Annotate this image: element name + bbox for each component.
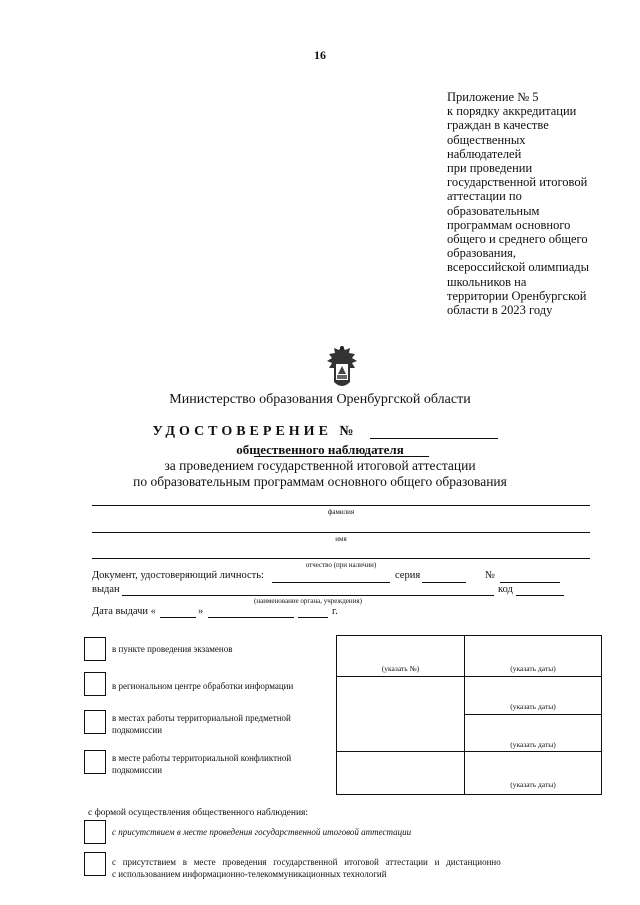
table-vertical-divider (464, 636, 465, 794)
observer-underline (254, 456, 429, 457)
option-exam-point: в пункте проведения экзаменов (112, 644, 233, 654)
option-in-person-remote-line-2: с использованием информационно-телекоммуникационных технологий (112, 869, 387, 879)
table-row-divider (464, 714, 601, 715)
checkbox-regional-center[interactable] (84, 672, 106, 696)
hint-exam-number: (указать №) (381, 664, 420, 673)
appendix-block (447, 90, 617, 317)
issued-line[interactable] (122, 595, 494, 596)
hint-dates-4: (указать даты) (510, 780, 556, 789)
hint-dates-3: (указать даты) (510, 740, 556, 749)
table-row-divider (337, 676, 601, 677)
series-label: серия (395, 570, 421, 581)
name-line[interactable] (92, 532, 590, 533)
issuer-hint: (наименование органа, учреждения) (254, 597, 362, 605)
page-number: 16 (314, 48, 326, 62)
certificate-title-text: УДОСТОВЕРЕНИЕ № (152, 424, 358, 439)
patronymic-hint: отчество (при наличии) (305, 561, 377, 569)
document-label: Документ, удостоверяющий личность: (92, 570, 264, 581)
issue-month-line[interactable] (208, 617, 294, 618)
issue-year-line[interactable] (298, 617, 328, 618)
patronymic-line[interactable] (92, 558, 590, 559)
appendix-line: области в 2023 году (447, 303, 553, 318)
appendix-line: территории Оренбургской (447, 288, 587, 303)
year-suffix: г. (332, 606, 338, 617)
form-question: с формой осуществления общественного наблюдения: (88, 808, 309, 818)
checkbox-conflict-subcommission[interactable] (84, 750, 106, 774)
hint-dates-1: (указать даты) (510, 664, 556, 673)
appendix-line: общественных (447, 132, 526, 147)
option-in-person: с присутствием в месте проведения государственной итоговой аттестации (112, 827, 412, 837)
appendix-line: образования, (447, 246, 517, 261)
code-label: код (498, 584, 513, 595)
coat-of-arms-icon (322, 344, 362, 392)
surname-hint: фамилия (327, 508, 355, 516)
option-in-person-remote-line-1: с присутствием в месте проведения государственной итоговой аттестации и дистанционно (112, 857, 501, 867)
appendix-line: при проведении (447, 161, 533, 176)
series-line[interactable] (422, 582, 466, 583)
surname-line[interactable] (92, 505, 590, 506)
code-line[interactable] (516, 595, 564, 596)
option-conflict-subcommission: в месте работы территориальной конфликтной подкомиссии (112, 753, 292, 775)
ministry-name: Министерство образования Оренбургской области (169, 392, 471, 407)
observer-heading: общественного наблюдателя (236, 442, 404, 457)
checkbox-exam-point[interactable] (84, 637, 106, 661)
appendix-line: к порядку аккредитации (447, 104, 577, 119)
option-regional-center: в региональном центре обработки информации (112, 681, 294, 691)
appendix-line: аттестации по (447, 189, 522, 204)
certificate-number-line[interactable] (370, 438, 498, 439)
issue-date-close: » (198, 606, 204, 617)
certificate-title (0, 424, 640, 440)
certificate-subtitle-2: по образовательным программам основного общего образования (133, 474, 507, 489)
location-table (336, 635, 602, 795)
appendix-line: граждан в качестве (447, 118, 549, 133)
name-hint: имя (335, 535, 347, 543)
appendix-line: всероссийской олимпиады (447, 260, 590, 275)
appendix-line: образовательным (447, 203, 540, 218)
checkbox-subject-subcommission[interactable] (84, 710, 106, 734)
appendix-line: Приложение № 5 (447, 90, 539, 104)
hint-dates-2: (указать даты) (510, 702, 556, 711)
document-type-line[interactable] (272, 582, 390, 583)
checkbox-in-person[interactable] (84, 820, 106, 844)
number-label: № (485, 570, 496, 581)
appendix-line: наблюдателей (447, 146, 522, 161)
appendix-line: общего и среднего общего (447, 232, 588, 247)
number-line[interactable] (500, 582, 560, 583)
issued-label: выдан (92, 584, 120, 595)
certificate-subtitle-1: за проведением государственной итоговой аттестации (164, 458, 476, 473)
checkbox-in-person-and-remote[interactable] (84, 852, 106, 876)
issue-date-text: Дата выдачи « (92, 606, 156, 617)
issue-date-label (92, 606, 156, 617)
appendix-line: государственной итоговой (447, 175, 588, 190)
appendix-line: школьников на (447, 274, 527, 289)
appendix-line: программам основного (447, 217, 571, 232)
option-subject-subcommission: в местах работы территориальной предметной подкомиссии (112, 713, 291, 735)
issue-day-line[interactable] (160, 617, 196, 618)
table-row-divider (337, 751, 601, 752)
